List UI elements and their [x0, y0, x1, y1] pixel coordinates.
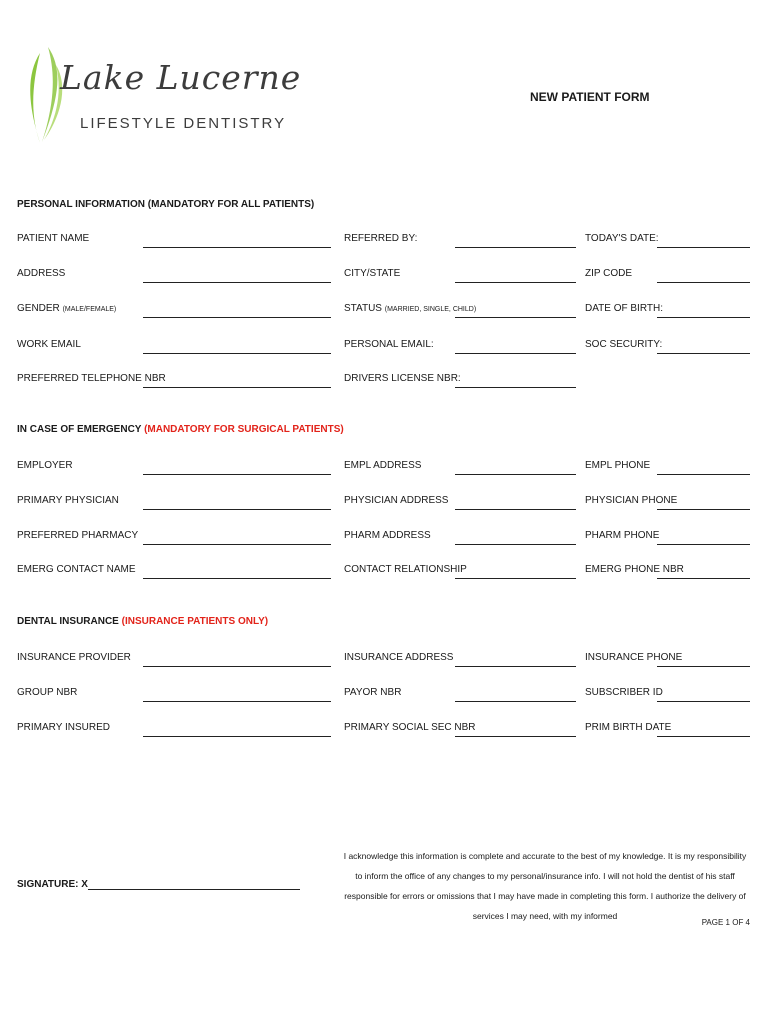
input-payor-nbr[interactable]: [455, 701, 576, 702]
input-primary-social-sec[interactable]: [455, 736, 576, 737]
input-gender[interactable]: [143, 317, 331, 318]
input-city-state[interactable]: [455, 282, 576, 283]
label-primary-social-sec: PRIMARY SOCIAL SEC NBR: [344, 722, 476, 733]
page-number: PAGE 1 OF 4: [701, 918, 750, 927]
input-referred-by[interactable]: [455, 247, 576, 248]
input-pharm-phone[interactable]: [657, 544, 750, 545]
label-group-nbr: GROUP NBR: [17, 687, 78, 698]
input-insurance-provider[interactable]: [143, 666, 331, 667]
logo-subtitle: LIFESTYLE DENTISTRY: [80, 115, 287, 132]
label-zip-code: ZIP CODE: [585, 268, 633, 279]
gender-hint: (MALE/FEMALE): [62, 306, 117, 313]
label-payor-nbr: PAYOR NBR: [344, 687, 402, 698]
section-insurance-title: [17, 616, 268, 627]
input-physician-address[interactable]: [455, 509, 576, 510]
label-city-state: CITY/STATE: [344, 268, 401, 279]
input-empl-phone[interactable]: [657, 474, 750, 475]
label-emerg-contact-name: EMERG CONTACT NAME: [17, 564, 136, 575]
label-todays-date: TODAY'S DATE:: [585, 233, 659, 244]
section-title-note: (MANDATORY FOR SURGICAL PATIENTS): [144, 424, 344, 435]
label-primary-physician: PRIMARY PHYSICIAN: [17, 495, 119, 506]
input-status[interactable]: [455, 317, 576, 318]
acknowledgement-text: I acknowledge this information is complete and accurate to the best of my knowledge. It is my responsibility to inform the office of any changes to my personal/insurance info. I will not hold the dentist of his staff responsible for errors or omissions that I may have made in completing this form. I authorize the delivery of services I may need, with my informed: [343, 851, 747, 921]
label-empl-phone: EMPL PHONE: [585, 460, 651, 471]
input-contact-relationship[interactable]: [455, 578, 576, 579]
input-insurance-phone[interactable]: [657, 666, 750, 667]
input-preferred-pharmacy[interactable]: [143, 544, 331, 545]
section-personal-title: [17, 199, 314, 210]
label-employer: EMPLOYER: [17, 460, 73, 471]
label-pharm-phone: PHARM PHONE: [585, 530, 660, 541]
input-primary-physician[interactable]: [143, 509, 331, 510]
input-work-email[interactable]: [143, 353, 331, 354]
section-title-text: DENTAL INSURANCE: [17, 616, 119, 627]
label-physician-phone: PHYSICIAN PHONE: [585, 495, 678, 506]
label-soc-security: SOC SECURITY:: [585, 339, 663, 350]
label-date-of-birth: DATE OF BIRTH:: [585, 303, 663, 314]
label-insurance-address: INSURANCE ADDRESS: [344, 652, 454, 663]
section-title-text: PERSONAL INFORMATION (MANDATORY FOR ALL PATIENTS): [17, 199, 315, 210]
input-subscriber-id[interactable]: [657, 701, 750, 702]
section-title-text: IN CASE OF EMERGENCY: [17, 424, 142, 435]
input-todays-date[interactable]: [657, 247, 750, 248]
gender-text: GENDER: [17, 303, 60, 314]
signature-field[interactable]: [88, 889, 300, 890]
label-preferred-telephone: PREFERRED TELEPHONE NBR: [17, 373, 166, 384]
label-empl-address: EMPL ADDRESS: [344, 460, 422, 471]
label-address: ADDRESS: [17, 268, 66, 279]
status-hint: (MARRIED, SINGLE, CHILD): [384, 306, 477, 313]
logo-script-text: Lake Lucerne: [60, 58, 302, 97]
label-work-email: WORK EMAIL: [17, 339, 81, 350]
label-drivers-license: DRIVERS LICENSE NBR:: [344, 373, 461, 384]
input-employer[interactable]: [143, 474, 331, 475]
label-referred-by: REFERRED BY:: [344, 233, 418, 244]
input-emerg-contact-name[interactable]: [143, 578, 331, 579]
label-subscriber-id: SUBSCRIBER ID: [585, 687, 663, 698]
input-prim-birth-date[interactable]: [657, 736, 750, 737]
input-preferred-telephone[interactable]: [143, 387, 331, 388]
input-empl-address[interactable]: [455, 474, 576, 475]
input-insurance-address[interactable]: [455, 666, 576, 667]
input-patient-name[interactable]: [143, 247, 331, 248]
label-insurance-provider: INSURANCE PROVIDER: [17, 652, 131, 663]
label-pharm-address: PHARM ADDRESS: [344, 530, 431, 541]
input-emerg-phone-nbr[interactable]: [657, 578, 750, 579]
form-title: NEW PATIENT FORM: [530, 90, 650, 104]
input-zip-code[interactable]: [657, 282, 750, 283]
input-group-nbr[interactable]: [143, 701, 331, 702]
label-physician-address: PHYSICIAN ADDRESS: [344, 495, 449, 506]
input-address[interactable]: [143, 282, 331, 283]
label-personal-email: PERSONAL EMAIL:: [344, 339, 434, 350]
label-insurance-phone: INSURANCE PHONE: [585, 652, 683, 663]
input-primary-insured[interactable]: [143, 736, 331, 737]
section-emergency-title: [17, 424, 344, 435]
input-personal-email[interactable]: [455, 353, 576, 354]
input-drivers-license[interactable]: [455, 387, 576, 388]
label-primary-insured: PRIMARY INSURED: [17, 722, 110, 733]
label-contact-relationship: CONTACT RELATIONSHIP: [344, 564, 467, 575]
label-gender: [17, 303, 116, 314]
status-text: STATUS: [344, 303, 382, 314]
input-physician-phone[interactable]: [657, 509, 750, 510]
label-preferred-pharmacy: PREFERRED PHARMACY: [17, 530, 139, 541]
signature-label: SIGNATURE: X: [17, 879, 88, 890]
label-prim-birth-date: PRIM BIRTH DATE: [585, 722, 672, 733]
label-patient-name: PATIENT NAME: [17, 233, 90, 244]
section-title-note: (INSURANCE PATIENTS ONLY): [121, 616, 269, 627]
input-soc-security[interactable]: [657, 353, 750, 354]
label-emerg-phone-nbr: EMERG PHONE NBR: [585, 564, 684, 575]
input-date-of-birth[interactable]: [657, 317, 750, 318]
input-pharm-address[interactable]: [455, 544, 576, 545]
label-status: [344, 303, 476, 314]
